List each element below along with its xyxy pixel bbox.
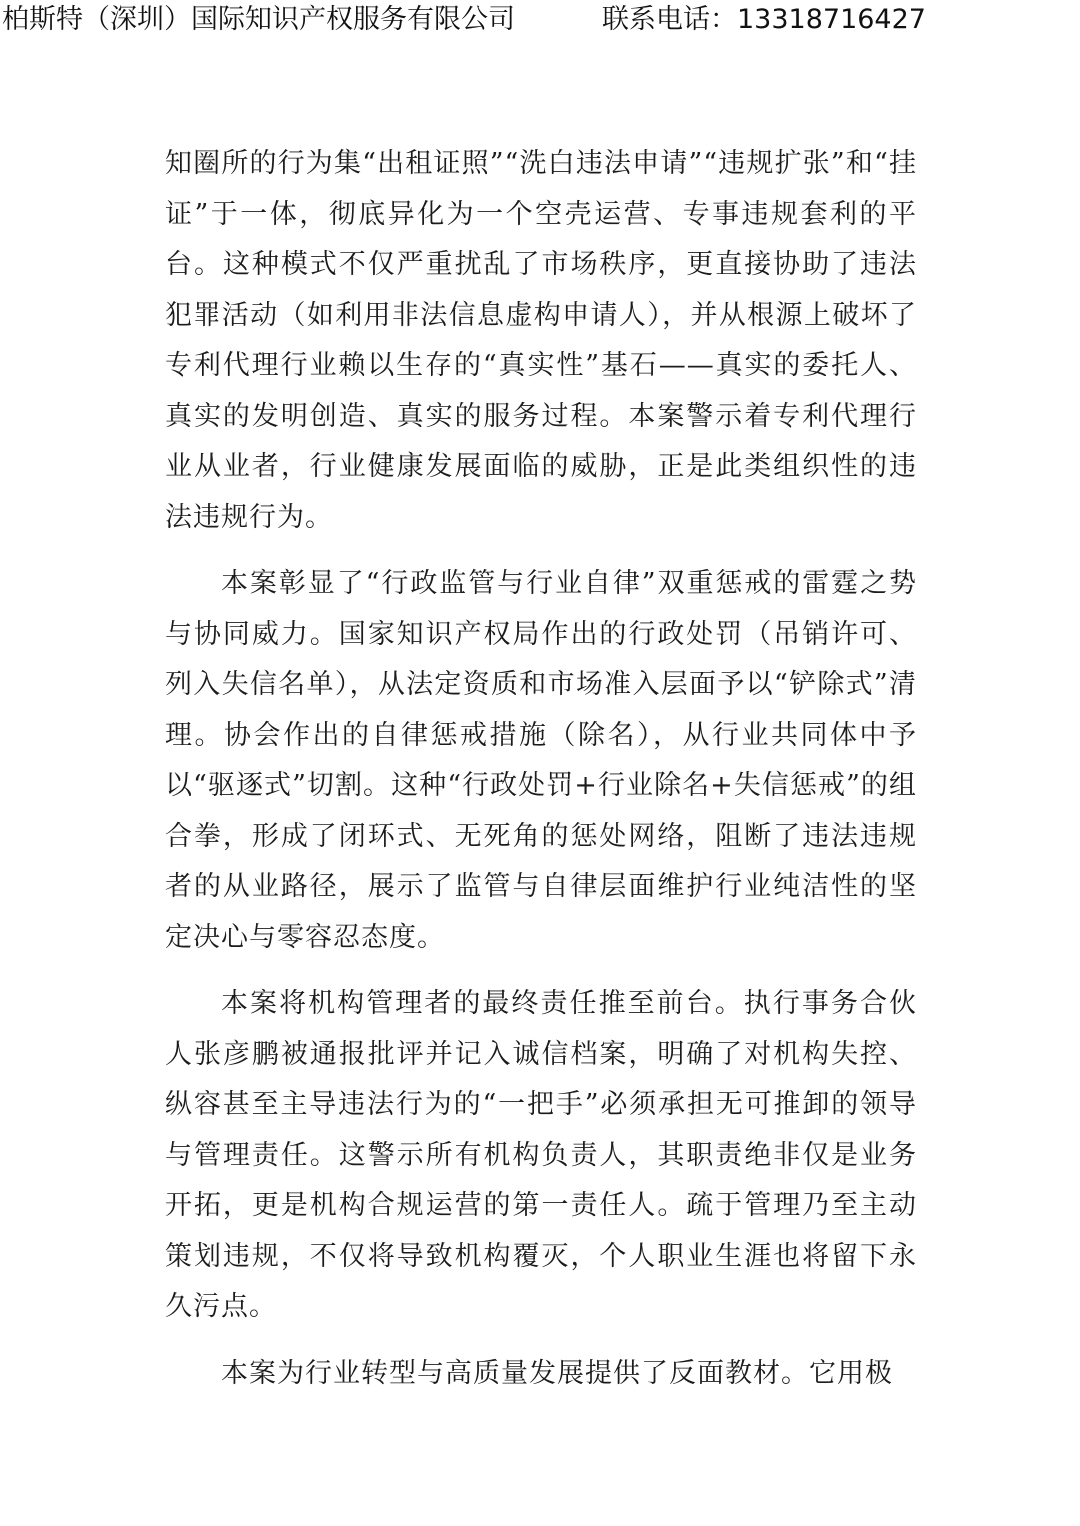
paragraph-2: 本案彰显了“行政监管与行业自律”双重惩戒的雷霆之势与协同威力。国家知识产权局作出的行政处罚（吊销许可、列入失信名单），从法定资质和市场准入层面予以“铲除式”清理。协会作出的自律惩戒措施（除名），从行业共同体中予以“驱逐式”切割。这种“行政处罚+行业除名+失信惩戒”的组合拳，形成了闭环式、无死角的惩处网络，阻断了违法违规者的从业路径，展示了监管与自律层面维护行业纯洁性的坚定决心与零容忍态度。 <box>165 568 917 953</box>
paragraph-4: 本案为行业转型与高质量发展提供了反面教材。它用极 <box>221 1357 893 1389</box>
company-name: 柏斯特（深圳）国际知识产权服务有限公司 <box>2 4 515 35</box>
article-body <box>165 139 917 1415</box>
paragraph-3: 本案将机构管理者的最终责任推至前台。执行事务合伙人张彦鹏被通报批评并记入诚信档案，明确了对机构失控、纵容甚至主导违法行为的“一把手”必须承担无可推卸的领导与管理责任。这警示所有机构负责人，其职责绝非仅是业务开拓，更是机构合规运营的第一责任人。疏于管理乃至主动策划违规，不仅将导致机构覆灭，个人职业生涯也将留下永久污点。 <box>165 988 917 1322</box>
contact-phone: 联系电话：13318716427 <box>602 4 926 35</box>
page-header <box>0 0 1080 44</box>
paragraph-1: 知圈所的行为集“出租证照”“洗白违法申请”“违规扩张”和“挂证”于一体，彻底异化为一个空壳运营、专事违规套利的平台。这种模式不仅严重扰乱了市场秩序，更直接协助了违法犯罪活动（如利用非法信息虚构申请人），并从根源上破坏了专利代理行业赖以生存的“真实性”基石——真实的委托人、真实的发明创造、真实的服务过程。本案警示着专利代理行业从业者，行业健康发展面临的威胁，正是此类组织性的违法违规行为。 <box>165 148 917 533</box>
